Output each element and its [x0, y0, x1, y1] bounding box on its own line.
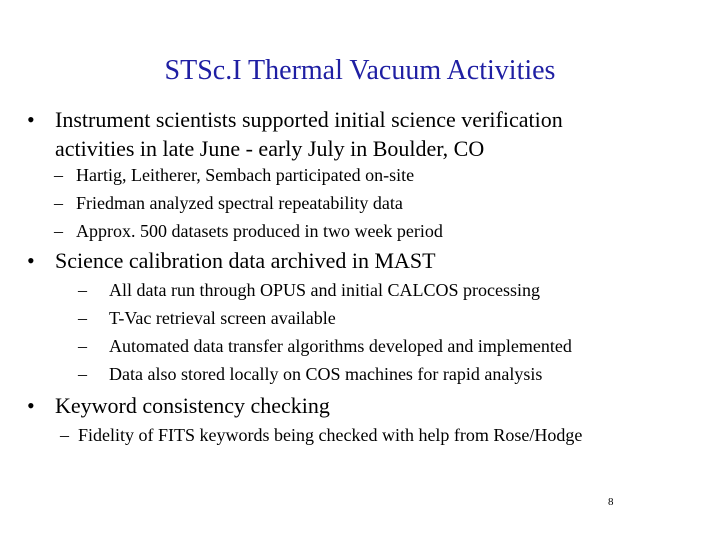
- slide-title: STSc.I Thermal Vacuum Activities: [164, 55, 556, 86]
- bullet-glyph: •: [27, 107, 35, 132]
- bullet-3-line-1: [0, 391, 330, 420]
- sub-item-text: Friedman analyzed spectral repeatability data: [76, 193, 403, 213]
- bullet-3-text: Keyword consistency checking: [55, 393, 330, 418]
- bullet-2-line-1: [0, 246, 436, 275]
- sub-item: [0, 217, 443, 245]
- page-number: 8: [608, 496, 614, 508]
- sub-item: [0, 276, 572, 304]
- dash-glyph: –: [78, 280, 87, 300]
- dash-glyph: –: [54, 221, 63, 241]
- bullet-1-text-cont: activities in late June - early July in Boulder, CO: [55, 136, 485, 161]
- bullet-group-1: [0, 105, 563, 163]
- dash-glyph: –: [78, 364, 87, 384]
- dash-glyph: –: [54, 193, 63, 213]
- sub-item-text: Data also stored locally on COS machines for rapid analysis: [109, 364, 543, 384]
- sub-group-3: [0, 421, 582, 449]
- sub-item-text: T-Vac retrieval screen available: [109, 308, 336, 328]
- sub-item-text: Approx. 500 datasets produced in two week period: [76, 221, 443, 241]
- bullet-group-3: [0, 391, 330, 420]
- sub-item-text: Fidelity of FITS keywords being checked with help from Rose/Hodge: [78, 425, 583, 445]
- sub-item-text: Hartig, Leitherer, Sembach participated on-site: [76, 165, 415, 185]
- dash-glyph: –: [60, 425, 69, 445]
- sub-item: [0, 421, 582, 449]
- sub-item: [0, 360, 572, 388]
- sub-group-2: [0, 276, 572, 388]
- sub-item: [0, 189, 443, 217]
- dash-glyph: –: [78, 308, 87, 328]
- bullet-1-line-1: [0, 105, 563, 134]
- bullet-2-text: Science calibration data archived in MAST: [55, 248, 436, 273]
- bullet-1-text: Instrument scientists supported initial science verification: [55, 107, 563, 132]
- sub-item-text: All data run through OPUS and initial CALCOS processing: [109, 280, 540, 300]
- sub-item: [0, 332, 572, 360]
- bullet-glyph: •: [27, 393, 35, 418]
- dash-glyph: –: [78, 336, 87, 356]
- bullet-glyph: •: [27, 248, 35, 273]
- bullet-group-2: [0, 246, 436, 275]
- sub-item: [0, 161, 443, 189]
- sub-item: [0, 304, 572, 332]
- bullet-1-line-2: [0, 134, 563, 163]
- sub-group-1: [0, 161, 443, 245]
- sub-item-text: Automated data transfer algorithms developed and implemented: [109, 336, 572, 356]
- dash-glyph: –: [54, 165, 63, 185]
